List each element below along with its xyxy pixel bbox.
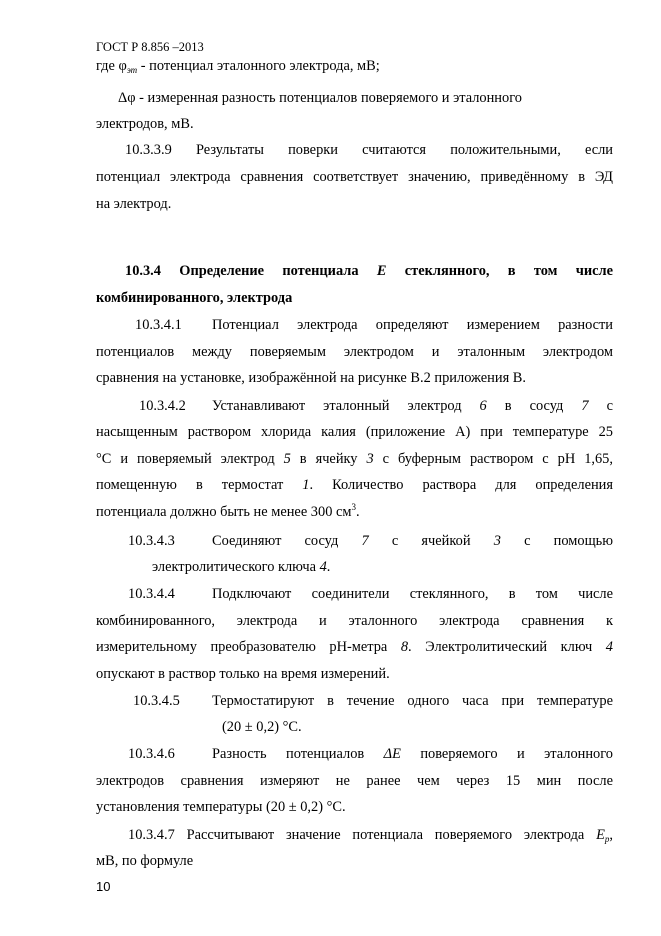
text: поверяемого и эталонного [400,746,613,762]
clause-number: 10.3.4.3 [128,533,175,549]
paragraph-line [152,558,330,576]
formula-legend-line [96,57,380,75]
text: . [355,504,360,520]
paragraph-line [96,503,360,521]
paragraph-line: (20 ± 0,2) °С. [222,719,302,735]
clause-number: 10.3.4.1 [135,317,182,333]
paragraph-line [212,532,613,550]
superscript: 3 [351,502,356,512]
text: помещенную в термостат [96,477,303,493]
text: стеклянного, в том числе [386,263,613,279]
document-header: ГОСТ Р 8.856 –2013 [96,40,204,54]
paragraph-line: комбинированного, электрода и эталонного электрода сравнения к [96,613,613,629]
paragraph-line [96,476,613,494]
text: Соединяют сосуд [212,533,362,549]
ref: 1 [302,477,310,493]
subscript: p [604,834,610,844]
paragraph-line: потенциал электрода сравнения соответствует значению, приведённому в ЭД [96,169,613,185]
ref: 6 [479,398,487,414]
text: в сосуд [486,398,582,414]
text: измерительному преобразователю рН-метра [96,639,401,655]
paragraph-line [212,745,613,763]
text: потенциала должно быть не менее 300 см [96,504,352,520]
paragraph-line: сравнения на установке, изображённой на рисунке В.2 приложения В. [96,370,526,386]
text: Устанавливают эталонный электрод [212,398,480,414]
section-heading [125,262,613,280]
paragraph-line: мВ, по формуле [96,853,194,869]
text: - потенциал эталонного электрода, мВ; [137,58,380,74]
formula-legend-line: Δφ - измеренная разность потенциалов поверяемого и эталонного [118,90,522,106]
ref: 8 [400,639,409,655]
clause-number: 10.3.4.4 [128,586,175,602]
paragraph-line: Потенциал электрода определяют измерением разности [212,317,613,333]
text: в ячейку [290,451,367,467]
paragraph-line: установления температуры (20 ± 0,2) °С. [96,799,346,815]
paragraph-line: насыщенным раствором хлорида калия (приложение А) при температуре 25 [96,424,613,440]
text: электролитического ключа [152,559,320,575]
paragraph-line: электродов, мВ. [96,116,194,132]
symbol: ΔE [383,746,401,762]
symbol: E [376,263,387,279]
text: 10.3.4 Определение потенциала [125,263,377,279]
text: , [609,827,613,843]
paragraph-line: 10.3.3.9 Результаты поверки считаются положительными, если [125,142,613,158]
text: . Электролитический ключ [408,639,606,655]
paragraph-line: Термостатируют в течение одного часа при температуре [212,693,613,709]
ref: 5 [283,451,291,467]
clause-number: 10.3.4.6 [128,746,175,762]
text: с помощью [500,533,613,549]
symbol: E [596,827,605,843]
paragraph-line [128,826,613,844]
paragraph-line: электродов сравнения измеряют не ранее чем через 15 мин после [96,773,613,789]
paragraph-line: Подключают соединители стеклянного, в том числе [212,586,613,602]
text: где φ [96,58,127,74]
paragraph-line: потенциалов между поверяемым электродом и эталонным электродом [96,344,613,360]
paragraph-line [212,397,613,415]
ref: 4 [319,559,327,575]
page-number: 10 [96,879,111,894]
text: с буферным раствором с рН 1,65, [373,451,613,467]
ref: 3 [366,451,374,467]
paragraph-line [96,638,613,656]
text: . Количество раствора для определения [309,477,613,493]
subscript: эт [126,65,138,75]
section-heading: комбинированного, электрода [96,290,293,306]
paragraph-line [96,450,613,468]
clause-number: 10.3.4.5 [133,693,180,709]
ref: 7 [581,398,589,414]
ref: 3 [493,533,501,549]
text: с ячейкой [368,533,494,549]
ref: 4 [605,639,613,655]
text: 10.3.4.7 Рассчитывают значение потенциала поверяемого электрода [128,827,597,843]
text: . [326,559,331,575]
paragraph-line: опускают в раствор только на время измерений. [96,666,390,682]
text: с [588,398,613,414]
paragraph-line: на электрод. [96,196,172,212]
text: °С и поверяемый электрод [96,451,284,467]
text: Разность потенциалов [212,746,384,762]
clause-number: 10.3.4.2 [139,398,186,414]
ref: 7 [361,533,369,549]
